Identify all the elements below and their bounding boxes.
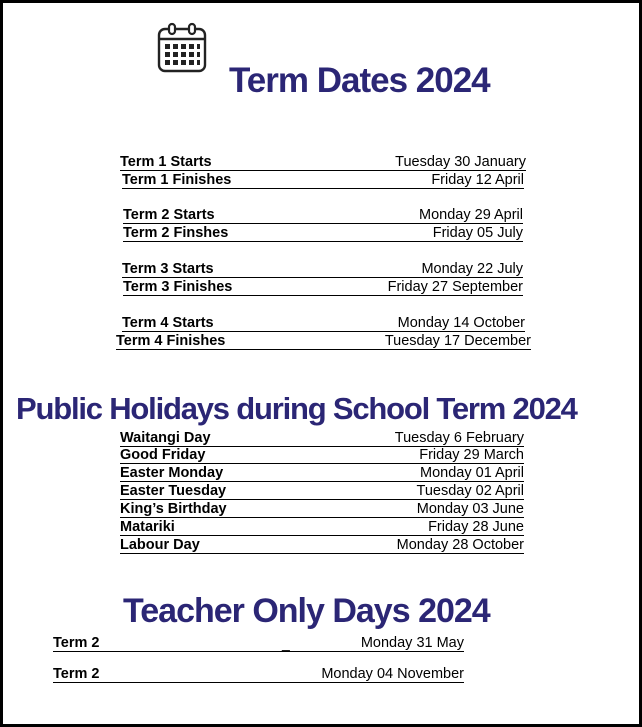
row-date: Monday 22 July: [421, 261, 523, 277]
holiday-row: [120, 537, 524, 554]
row-label: Term 3 Starts: [122, 261, 214, 277]
holiday-row: [120, 501, 524, 518]
term-row: [123, 279, 523, 296]
row-date: Friday 29 March: [419, 447, 524, 463]
row-label: Term 1 Finishes: [122, 172, 232, 188]
row-mark: _: [282, 635, 290, 651]
row-label: Term 2 Finshes: [123, 225, 229, 241]
row-label: Waitangi Day: [120, 430, 211, 446]
holiday-row: [120, 430, 524, 447]
row-label: Matariki: [120, 519, 175, 535]
holiday-row: [120, 483, 524, 500]
row-label: Term 4 Starts: [122, 315, 214, 331]
row-label: Easter Tuesday: [120, 483, 227, 499]
row-date: Monday 31 May: [360, 635, 464, 651]
row-label: Term 2: [53, 666, 100, 682]
row-date: Monday 01 April: [420, 465, 524, 481]
row-date: Friday 05 July: [432, 225, 523, 241]
row-date: Tuesday 6 February: [394, 430, 524, 446]
row-label: Good Friday: [120, 447, 206, 463]
row-label: King’s Birthday: [120, 501, 227, 517]
row-date: Friday 12 April: [431, 172, 524, 188]
row-label: Term 1 Starts: [120, 154, 212, 170]
holiday-row: [120, 465, 524, 482]
row-label: Easter Monday: [120, 465, 224, 481]
row-date: Tuesday 30 January: [395, 154, 526, 170]
row-date: Monday 29 April: [419, 207, 523, 223]
term-row: [123, 225, 523, 242]
row-label: Term 3 Finishes: [123, 279, 233, 295]
term-row: [116, 333, 531, 350]
holiday-row: [120, 447, 524, 464]
teacher-day-row: [53, 666, 464, 683]
term-row: [122, 315, 525, 332]
row-date: Friday 27 September: [387, 279, 523, 295]
term-row: [120, 154, 526, 171]
row-label: Term 4 Finishes: [116, 333, 226, 349]
row-date: Monday 28 October: [396, 537, 524, 553]
term-row: [122, 261, 523, 278]
teacher-day-row: [53, 635, 464, 652]
holiday-row: [120, 519, 524, 536]
public-holidays-title: Public Holidays during School Term 2024: [16, 391, 577, 426]
row-label: Labour Day: [120, 537, 200, 553]
term-dates-title: Term Dates 2024: [229, 61, 490, 100]
term-row: [122, 172, 524, 189]
calendar-icon: [156, 22, 208, 74]
row-date: Monday 14 October: [397, 315, 525, 331]
term-row: [123, 207, 523, 224]
row-date: Monday 04 November: [321, 666, 464, 682]
row-date: Friday 28 June: [428, 519, 524, 535]
row-label: Term 2: [53, 635, 100, 651]
row-date: Tuesday 17 December: [384, 333, 531, 349]
row-label: Term 2 Starts: [123, 207, 215, 223]
teacher-only-days-title: Teacher Only Days 2024: [123, 592, 490, 630]
row-date: Tuesday 02 April: [416, 483, 524, 499]
row-date: Monday 03 June: [416, 501, 524, 517]
